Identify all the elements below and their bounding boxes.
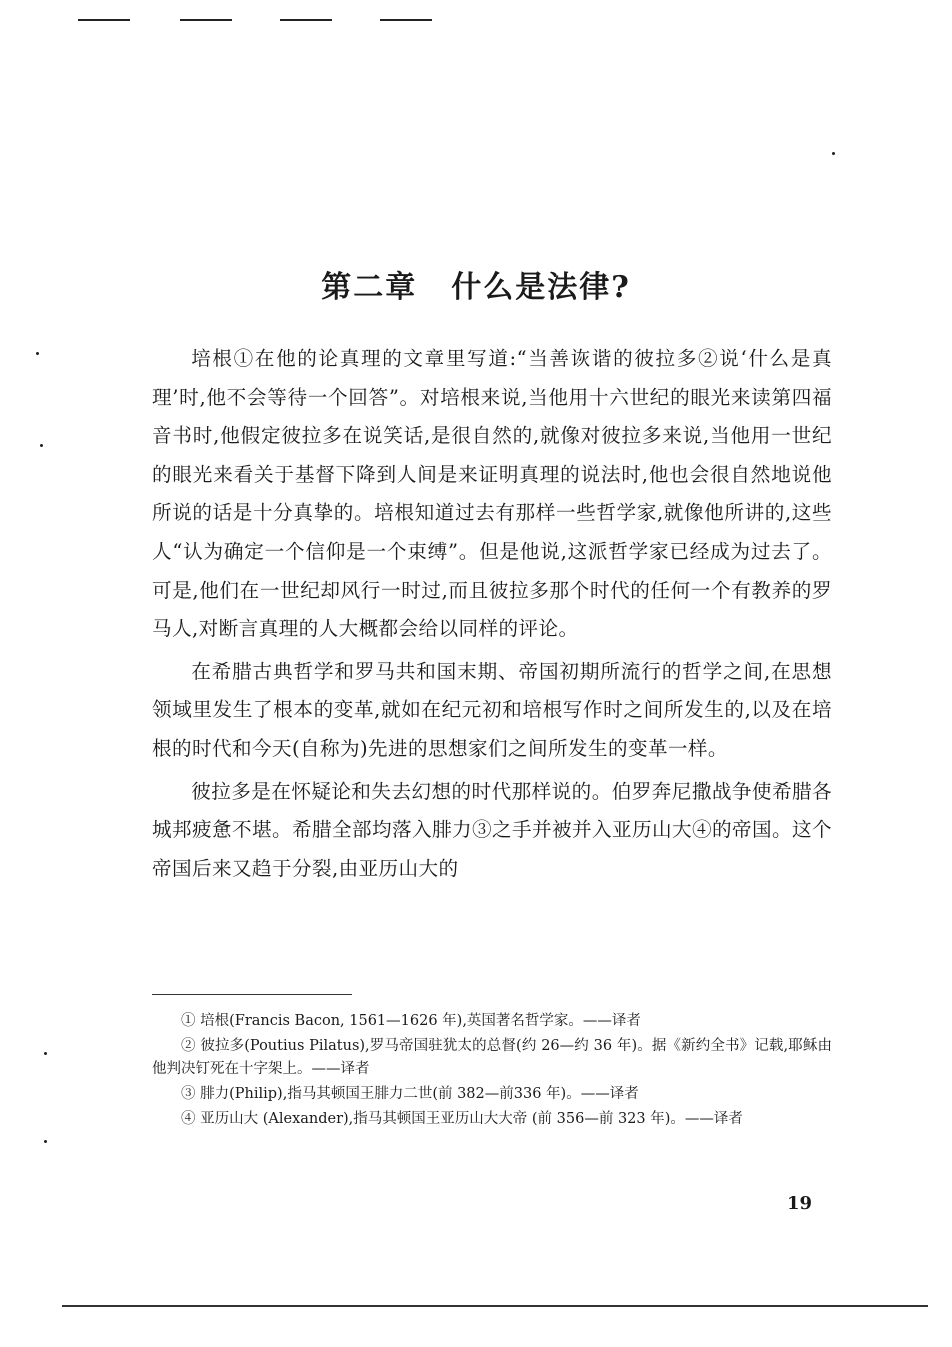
chapter-number: 第二章 <box>321 270 418 305</box>
footnote: ③ 腓力(Philip),指马其顿国王腓力二世(前 382—前336 年)。——译者 <box>181 1086 639 1102</box>
footnote: ② 彼拉多(Poutius Pilatus),罗马帝国驻犹太的总督(约 26—约 36 年)。据《新约全书》记载,耶稣由他判决钉死在十字架上。——译者 <box>152 1038 832 1077</box>
scan-mark <box>180 19 232 21</box>
scan-speck <box>44 1140 47 1143</box>
scan-mark <box>380 19 432 21</box>
scan-edge-line <box>62 1305 928 1307</box>
scan-speck <box>832 152 835 155</box>
body-text <box>152 340 832 892</box>
paragraph: 培根①在他的论真理的文章里写道:“当善诙谐的彼拉多②说‘什么是真理’时,他不会等待一个回答”。对培根来说,当他用十六世纪的眼光来读第四福音书时,他假定彼拉多在说笑话,是很自然的,就像对彼拉多来说,当他用一世纪的眼光来看关于基督下降到人间是来证明真理的说法时,他也会很自然地说他所说的话是十分真挚的。培根知道过去有那样一些哲学家,就像他所讲的,这些人“认为确定一个信仰是一个束缚”。但是他说,这派哲学家已经成为过去了。可是,他们在一世纪却风行一时过,而且彼拉多那个时代的任何一个有教养的罗马人,对断言真理的人大概都会给以同样的评论。 <box>152 347 832 641</box>
footnote: ④ 亚历山大 (Alexander),指马其顿国王亚历山大大帝 (前 356—前 323 年)。——译者 <box>181 1111 743 1127</box>
footnote-divider <box>152 994 352 995</box>
scan-speck <box>40 444 43 447</box>
footnote: ① 培根(Francis Bacon, 1561—1626 年),英国著名哲学家。——译者 <box>181 1013 641 1029</box>
scan-speck <box>44 1052 47 1055</box>
scan-mark <box>280 19 332 21</box>
paragraph: 在希腊古典哲学和罗马共和国末期、帝国初期所流行的哲学之间,在思想领域里发生了根本的变革,就如在纪元初和培根写作时之间所发生的,以及在培根的时代和今天(自称为)先进的思想家们之间所发生的变革一样。 <box>152 659 832 760</box>
footnotes <box>152 1010 832 1131</box>
chapter-title <box>0 262 952 306</box>
page-number: 19 <box>787 1193 813 1214</box>
chapter-name: 什么是法律? <box>451 270 631 305</box>
scan-mark <box>78 19 130 21</box>
paragraph: 彼拉多是在怀疑论和失去幻想的时代那样说的。伯罗奔尼撒战争使希腊各城邦疲惫不堪。希腊全部均落入腓力③之手并被并入亚历山大④的帝国。这个帝国后来又趋于分裂,由亚历山大的 <box>152 779 832 880</box>
scan-speck <box>36 352 39 355</box>
